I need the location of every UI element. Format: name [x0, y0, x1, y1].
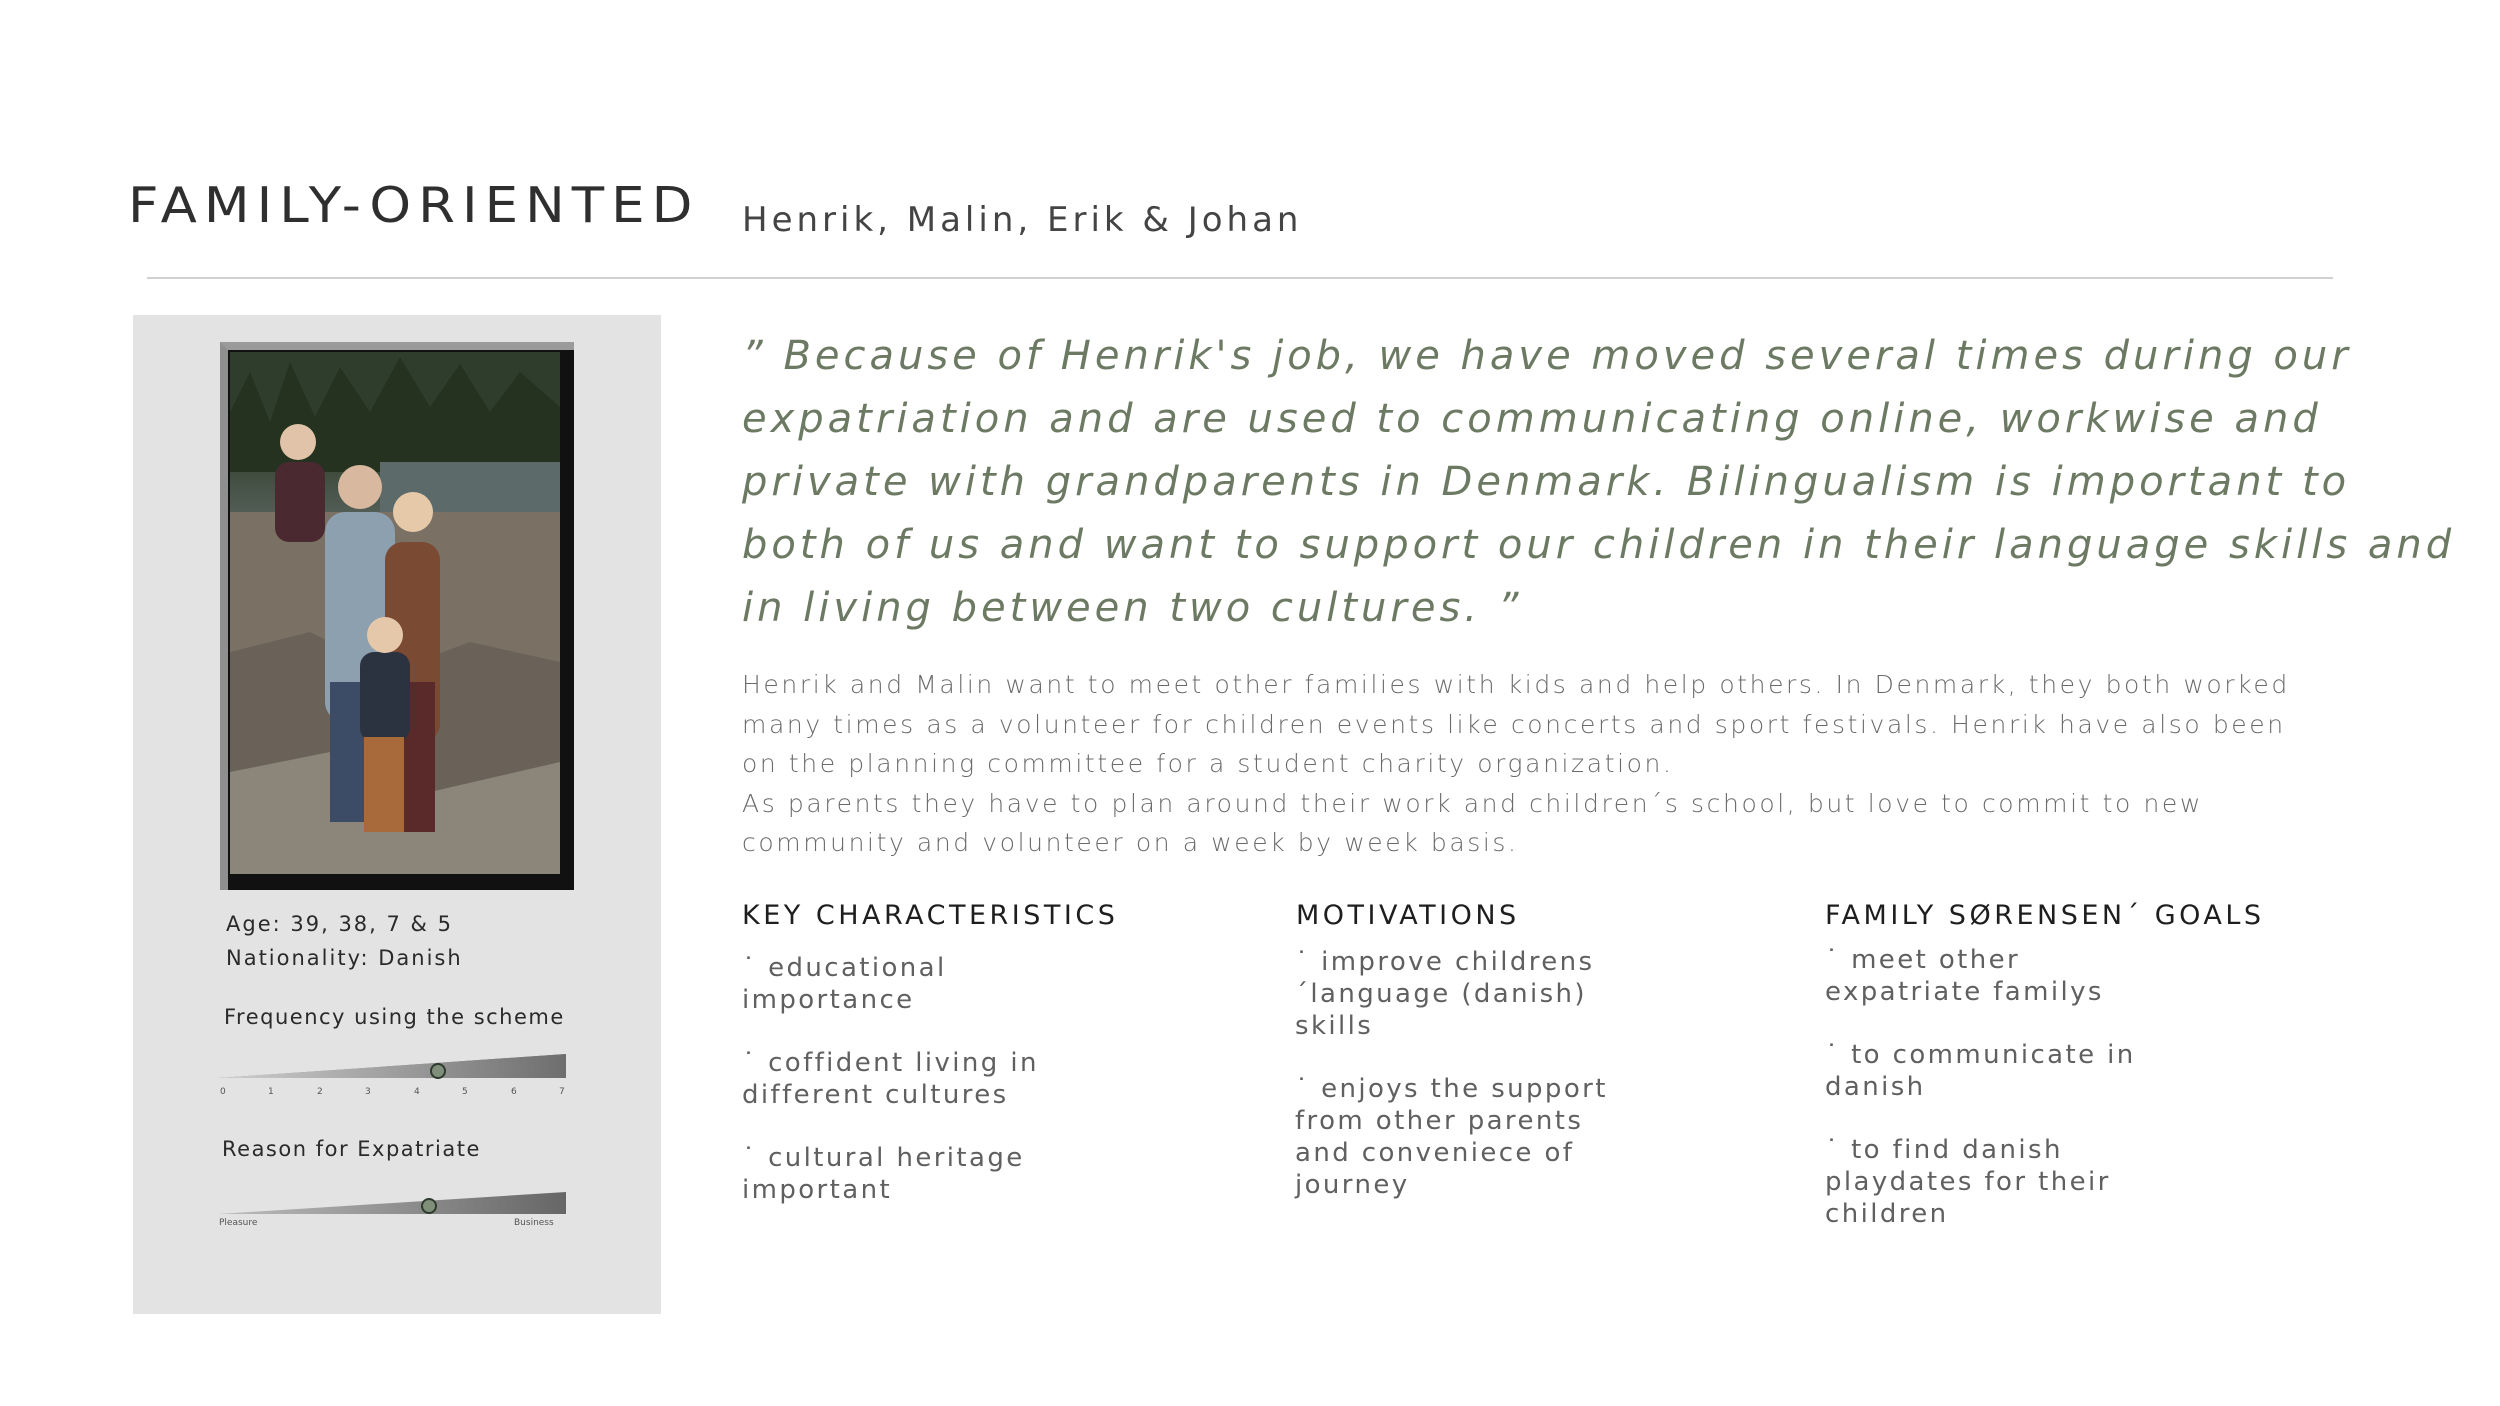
frequency-tick: 0 — [220, 1087, 226, 1097]
persona-description — [742, 665, 2382, 863]
family-photo — [220, 342, 574, 890]
key-characteristic-item: ˙ educational importance — [742, 953, 947, 1015]
description-line: community and volunteer on a week by week basis. — [742, 828, 1519, 857]
motivations-heading: MOTIVATIONS — [1296, 900, 1520, 931]
goal-item: ˙ to find danish playdates for their children — [1825, 1135, 2111, 1229]
nationality-text: Nationality: Danish — [226, 946, 463, 970]
description-line: on the planning committee for a student charity organization. — [742, 749, 1674, 778]
key-characteristic-item: ˙ coffident living in different cultures — [742, 1048, 1039, 1110]
frequency-scale — [218, 1050, 570, 1090]
frequency-tick: 7 — [559, 1087, 565, 1097]
reason-max-label: Business — [514, 1218, 554, 1228]
motivation-item: ˙ improve childrens ´language (danish) skills — [1295, 947, 1595, 1041]
description-line: As parents they have to plan around their work and children´s school, but love to commit to new — [742, 788, 2203, 818]
motivation-item: ˙ enjoys the support from other parents and conveniece of journey — [1295, 1074, 1608, 1200]
description-line: Henrik and Malin want to meet other families with kids and help others. In Denmark, they both worked — [742, 670, 2290, 699]
persona-quote: ” Because of Henrik's job, we have moved several times during our expatriation and are used to communicating online, workwise and private with grandparents in Denmark. Bilingualism is important to both of us and want to support our children in their language skills and in living between two cultures. ” — [742, 333, 2456, 631]
persona-names: Henrik, Malin, Erik & Johan — [742, 200, 1303, 240]
persona-type-title: FAMILY-ORIENTED — [128, 178, 700, 235]
frequency-tick: 5 — [462, 1087, 468, 1097]
reason-scale — [218, 1188, 570, 1220]
reason-min-label: Pleasure — [219, 1218, 258, 1228]
goals-heading: FAMILY SØRENSEN´ GOALS — [1825, 900, 2265, 931]
frequency-ticks — [220, 1087, 564, 1101]
goal-item: ˙ to communicate in danish — [1825, 1040, 2136, 1102]
photo-border — [220, 342, 574, 890]
goal-item: ˙ meet other expatriate familys — [1825, 945, 2104, 1007]
frequency-tick: 6 — [511, 1087, 517, 1097]
frequency-slider-knob — [430, 1063, 446, 1079]
frequency-tick: 2 — [317, 1087, 323, 1097]
frequency-tick: 1 — [268, 1087, 274, 1097]
frequency-label: Frequency using the scheme — [224, 1005, 565, 1029]
reason-slider-knob — [421, 1198, 437, 1214]
reason-label: Reason for Expatriate — [222, 1137, 481, 1161]
frequency-tick: 4 — [414, 1087, 420, 1097]
header-divider — [147, 277, 2333, 279]
age-text: Age: 39, 38, 7 & 5 — [226, 912, 453, 936]
frequency-tick: 3 — [365, 1087, 371, 1097]
key-characteristic-item: ˙ cultural heritage important — [742, 1143, 1025, 1205]
key-characteristics-heading: KEY CHARACTERISTICS — [742, 900, 1119, 931]
description-line: many times as a volunteer for children events like concerts and sport festivals. Henrik have also been — [742, 709, 2286, 739]
